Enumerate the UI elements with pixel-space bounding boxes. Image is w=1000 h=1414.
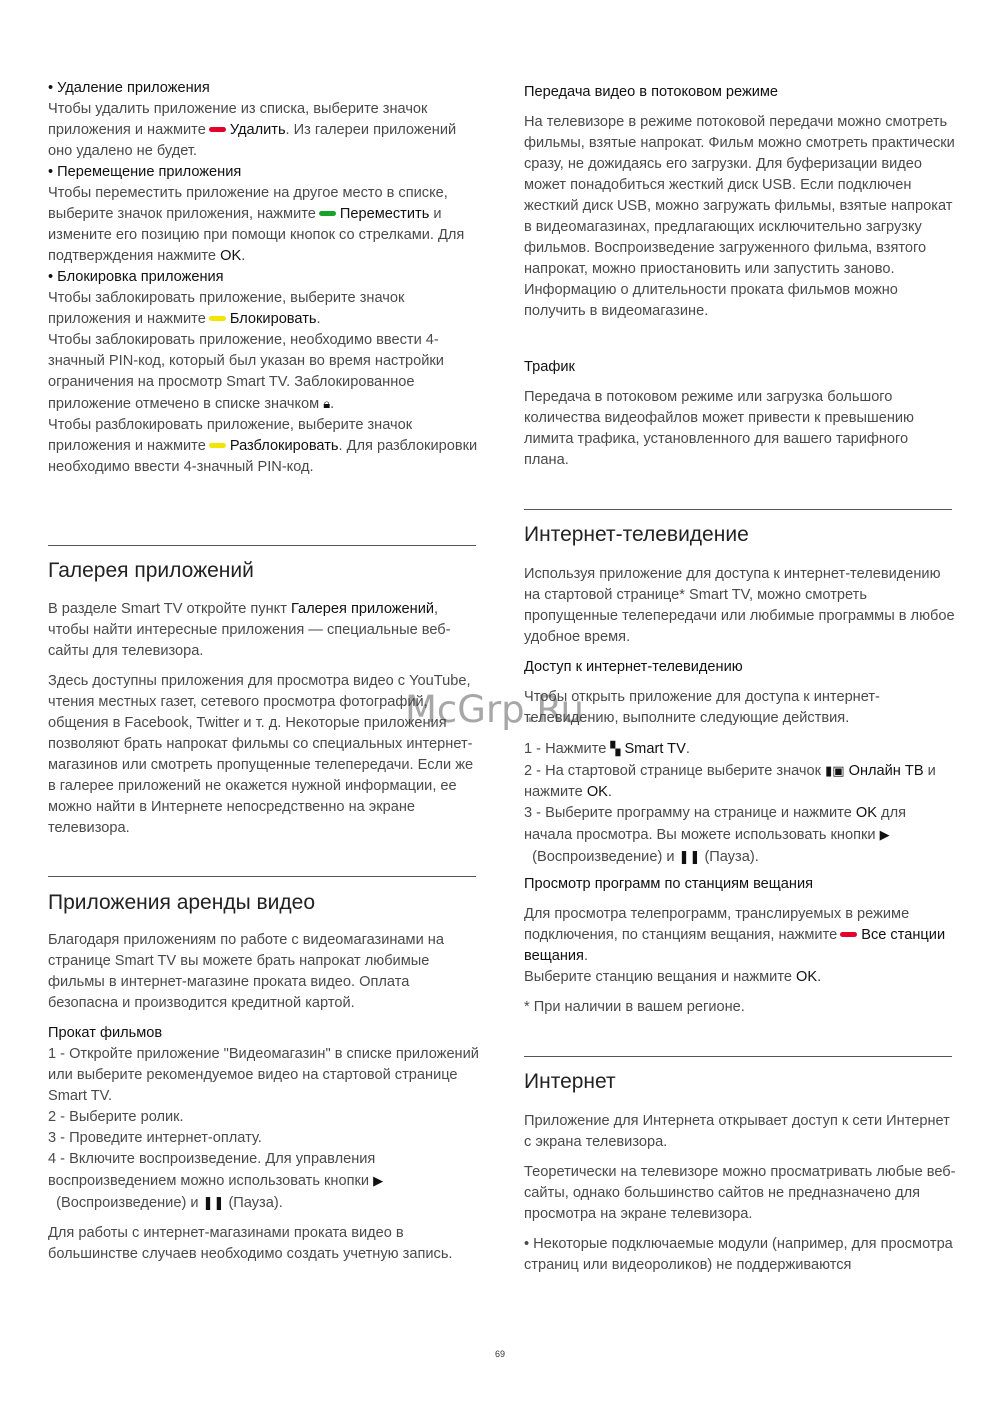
play-icon: ▶: [373, 1173, 384, 1188]
lock-pin-text: Чтобы заблокировать приложение, необходимо ввести 4-значный PIN-код, который был указан во время настройки ограничения на просмотр Smart TV. Заблокированное приложение отмечено в списке значком 🔒︎.: [48, 332, 444, 412]
rental-account-note: Для работы с интернет-магазинами проката видео в большинстве случаев необходимо создать учетную запись.: [48, 1225, 453, 1262]
itv-step-1: 1 - Нажмите ▚ Smart TV.: [524, 741, 690, 757]
internet-tv-section: [524, 522, 956, 1018]
rental-step-1: 1 - Откройте приложение "Видеомагазин" в списке приложений или выберите рекомендуемое видео на стартовой странице Smart TV.: [48, 1046, 479, 1104]
app-gallery-intro: В разделе Smart TV откройте пункт Галерея приложений, чтобы найти интересные приложения — специальные веб-сайты для телевизора.: [48, 601, 451, 659]
video-rental-section: [48, 890, 480, 1265]
stations-select-text: Выберите станцию вещания и нажмите OK.: [524, 969, 822, 985]
lock-icon: 🔒︎: [323, 396, 331, 411]
page-number: 69: [494, 1349, 505, 1359]
region-footnote: * При наличии в вашем регионе.: [524, 999, 745, 1015]
internet-plugins-note: • Некоторые подключаемые модули (например, для просмотра страниц или видеороликов) не поддерживаются: [524, 1236, 953, 1273]
pause-icon: ❚❚: [678, 849, 701, 864]
watermark: McGrp.Ru: [405, 688, 584, 731]
move-action: Переместить: [339, 206, 430, 222]
move-app-heading: • Перемещение приложения: [48, 164, 242, 180]
rental-step-3: 3 - Проведите интернет-оплату.: [48, 1130, 262, 1146]
stations-text: Для просмотра телепрограмм, транслируемых в режиме подключения, по станциям вещания, нажмите Все станции вещания.: [524, 906, 946, 964]
internet-tv-title: Интернет-телевидение: [524, 523, 749, 546]
traffic-subtitle: Трафик: [524, 359, 575, 375]
lock-app-heading: • Блокировка приложения: [48, 269, 224, 285]
unlock-app-text: Чтобы разблокировать приложение, выберите значок приложения и нажмите Разблокировать. Для разблокировки необходимо ввести 4-значный PIN-код.: [48, 417, 478, 475]
rental-step-2: 2 - Выберите ролик.: [48, 1109, 184, 1125]
internet-tv-intro: Используя приложение для доступа к интернет-телевидению на стартовой странице* Smart TV, можно смотреть пропущенные телепередачи или любимые программы в любое удобное время.: [524, 566, 955, 645]
itv-step-2: 2 - На стартовой странице выберите значок ▮▣ Онлайн ТВ и нажмите OK.: [524, 763, 936, 800]
traffic-body: Передача в потоковом режиме или загрузка большого количества видеофайлов может привести к превышению лимита трафика, установленного для вашего тарифного плана.: [524, 389, 914, 468]
app-gallery-body: Здесь доступны приложения для просмотра видео с YouTube, чтения местных газет, сетевого просмотра фотографий, общения в Facebook, Twitter и т. д. Некоторые приложения позволяют брать напрокат фильмы со специальных интернет-магазинов или смотреть пропущенные телепередачи. Если же в галерее приложений не окажется нужной информации, ее можно найти в Интернете непосредственно на экране телевизора.: [48, 673, 474, 836]
unlock-action: Разблокировать: [229, 438, 339, 454]
divider: [524, 1056, 952, 1057]
lock-action: Блокировать: [229, 311, 317, 327]
stations-subtitle: Просмотр программ по станциям вещания: [524, 876, 814, 892]
remove-action: Удалить: [229, 122, 286, 138]
traffic-section: [524, 357, 956, 471]
remove-app-heading: • Удаление приложения: [48, 80, 210, 96]
remove-app-section: [48, 78, 480, 478]
internet-body: Теоретически на телевизоре можно просматривать любые веб-сайты, однако большинство сайтов не предназначено для просмотра на экране телевизора.: [524, 1164, 956, 1222]
internet-tv-access-subtitle: Доступ к интернет-телевидению: [524, 659, 743, 675]
internet-intro: Приложение для Интернета открывает доступ к сети Интернет с экрана телевизора.: [524, 1113, 950, 1150]
online-tv-icon: ▮▣: [825, 763, 845, 778]
divider: [48, 545, 476, 546]
red-key-icon: [209, 127, 226, 132]
play-icon: ▶: [879, 827, 890, 842]
video-rental-intro: Благодаря приложениям по работе с видеомагазинами на странице Smart TV вы можете брать напрокат любимые фильмы в интернет-магазине проката видео. Оплата безопасна и производится кредитной картой.: [48, 932, 444, 1011]
internet-tv-access-text: Чтобы открыть приложение для доступа к интернет-телевидению, выполните следующие действия.: [524, 689, 880, 726]
green-key-icon: [319, 211, 336, 216]
divider: [48, 876, 476, 877]
streaming-section: [524, 82, 956, 322]
itv-step-3: 3 - Выберите программу на странице и нажмите OK для начала просмотра. Вы можете использовать кнопки ▶ (Воспроизведение) и ❚❚ (Пауза).: [524, 805, 906, 865]
internet-title: Интернет: [524, 1070, 616, 1093]
red-key-icon: [840, 932, 857, 937]
rental-step-4: 4 - Включите воспроизведение. Для управления воспроизведением можно использовать кнопки ▶ (Воспроизведение) и ❚❚ (Пауза).: [48, 1151, 384, 1211]
yellow-key-icon: [209, 316, 226, 321]
yellow-key-icon: [209, 443, 226, 448]
internet-section: [524, 1069, 956, 1276]
move-app-text: Чтобы переместить приложение на другое место в списке, выберите значок приложения, нажмите Переместить и измените его позицию при помощи кнопок со стрелками. Для подтверждения нажмите OK.: [48, 185, 465, 264]
streaming-body: На телевизоре в режиме потоковой передачи можно смотреть фильмы, взятые напрокат. Фильм можно смотреть практически сразу, не дожидаясь его загрузки. Для буферизации видео может понадобиться жесткий диск USB. Если подключен жесткий диск USB, можно загружать фильмы, взятые напрокат в видеомагазинах, предлагающих исключительно загрузку фильмов. Воспроизведение загруженного фильма, взятого напрокат, можно приостановить или запустить заново. Информацию о длительности проката фильмов можно получить в видеомагазине.: [524, 114, 955, 319]
video-rental-title: Приложения аренды видео: [48, 891, 316, 914]
divider: [524, 509, 952, 510]
remove-app-text: Чтобы удалить приложение из списка, выберите значок приложения и нажмите Удалить. Из галереи приложений оно удалено не будет.: [48, 101, 457, 159]
streaming-subtitle: Передача видео в потоковом режиме: [524, 84, 779, 100]
lock-app-text: Чтобы заблокировать приложение, выберите значок приложения и нажмите Блокировать.: [48, 290, 405, 327]
movie-rental-subtitle: Прокат фильмов: [48, 1025, 163, 1041]
smart-tv-icon: ▚: [610, 741, 621, 756]
pause-icon: ❚❚: [202, 1195, 225, 1210]
app-gallery-title: Галерея приложений: [48, 559, 254, 582]
